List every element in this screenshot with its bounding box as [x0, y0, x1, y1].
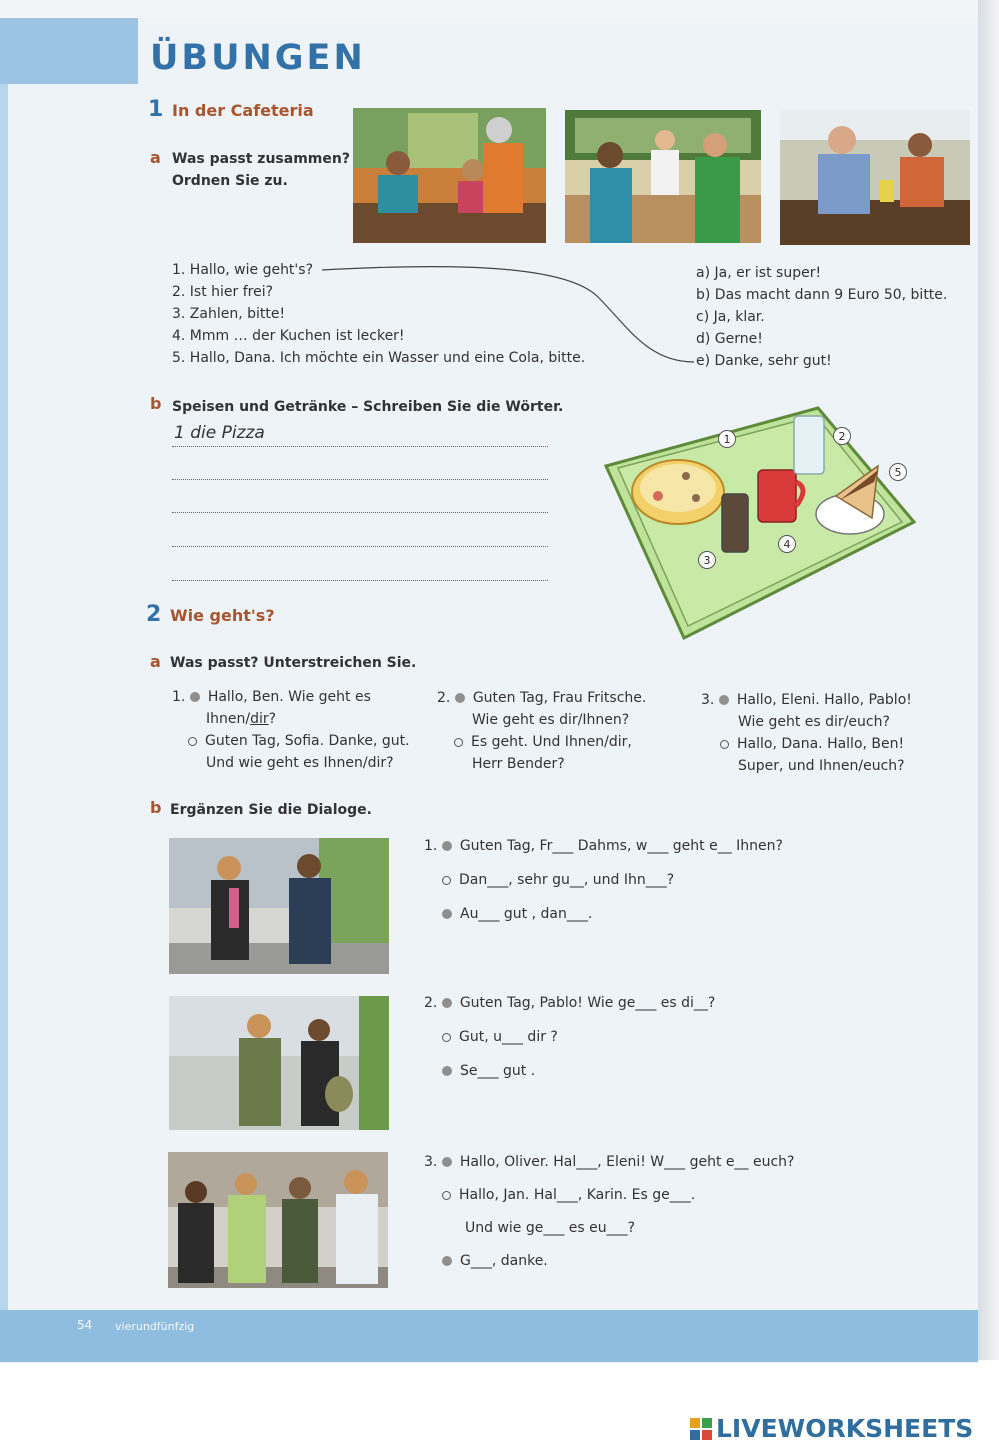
tray-label-2: 2 [833, 427, 851, 445]
cafeteria-photo-counter [565, 110, 761, 243]
speaker-b-ring [188, 737, 197, 746]
cafeteria-photo-table [780, 110, 970, 245]
exercise-2b-instruction: Ergänzen Sie die Dialoge. [170, 802, 372, 818]
matching-left-item: 1. Hallo, wie geht's? [172, 262, 313, 278]
exercise-1a-letter: a [150, 148, 161, 167]
answer-line[interactable] [172, 479, 548, 480]
food-tray-illustration [596, 404, 918, 646]
cafeteria-photo-friends [353, 108, 546, 243]
watermark-text: LIVEWORKSHEETS [716, 1414, 974, 1443]
exercise-1-title: In der Cafeteria [172, 101, 314, 120]
exercise-1a-instruction: Was passt zusammen? Ordnen Sie zu. [172, 151, 350, 189]
dialog-3: 3. Hallo, Oliver. Hal___, Eleni! W___ geht e__ euch? Hallo, Jan. Hal___, Karin. Es ge___. Und wie ge___ es eu___? G___, danke. [424, 1154, 795, 1269]
exercise-1-number: 1 [148, 97, 164, 122]
answer-line[interactable] [172, 512, 548, 513]
page-number-word: vierundfünfzig [115, 1320, 195, 1333]
liveworksheets-watermark [690, 1414, 973, 1443]
page-edge-shadow [978, 0, 999, 1360]
choice-item-1: 1. Hallo, Ben. Wie geht es Ihnen/dir? Guten Tag, Sofia. Danke, gut. Und wie geht es Ihnen/dir? [172, 689, 410, 771]
speaker-a-dot [442, 998, 452, 1008]
matching-right-item: c) Ja, klar. [696, 309, 765, 325]
speaker-b-ring [442, 1033, 451, 1042]
dialog-photo-3 [168, 1152, 388, 1288]
dialog-1: 1. Guten Tag, Fr___ Dahms, w___ geht e__ Ihnen? Dan___, sehr gu__, und Ihn___? Au___ gut , dan___. [424, 838, 783, 922]
answer-line[interactable] [172, 546, 548, 547]
speaker-a-dot [442, 909, 452, 919]
dialog-photo-2 [169, 996, 389, 1130]
speaker-a-dot [442, 1157, 452, 1167]
matching-right-item: a) Ja, er ist super! [696, 265, 822, 281]
exercise-1b-letter: b [150, 394, 162, 413]
choice-item-3: 3. Hallo, Eleni. Hallo, Pablo! Wie geht es dir/euch? Hallo, Dana. Hallo, Ben! Super, und Ihnen/euch? [701, 692, 912, 774]
dialog-photo-1 [169, 838, 389, 974]
speaker-a-dot [719, 695, 729, 705]
liveworksheets-logo-icon [690, 1418, 712, 1440]
matching-left-item: 5. Hallo, Dana. Ich möchte ein Wasser und eine Cola, bitte. [172, 350, 586, 366]
dialog-2: 2. Guten Tag, Pablo! Wie ge___ es di__? Gut, u___ dir ? Se___ gut . [424, 995, 716, 1079]
example-match-line [318, 262, 698, 372]
exercise-2-title: Wie geht's? [170, 606, 275, 625]
exercise-2a-letter: a [150, 652, 161, 671]
speaker-a-dot [442, 1066, 452, 1076]
tray-label-1: 1 [718, 430, 736, 448]
speaker-b-ring [442, 876, 451, 885]
speaker-a-dot [455, 693, 465, 703]
page-number: 54 [77, 1318, 93, 1332]
tray-label-5: 5 [889, 463, 907, 481]
exercise-2b-letter: b [150, 798, 162, 817]
underlined-answer: dir [250, 711, 269, 727]
answer-line[interactable] [172, 446, 548, 447]
matching-left-item: 4. Mmm … der Kuchen ist lecker! [172, 328, 405, 344]
speaker-a-dot [442, 841, 452, 851]
matching-right-list [696, 262, 947, 372]
speaker-b-ring [454, 738, 463, 747]
tray-label-4: 4 [778, 535, 796, 553]
matching-right-item: e) Danke, sehr gut! [696, 353, 832, 369]
exercise-2-number: 2 [146, 602, 162, 627]
matching-right-item: d) Gerne! [696, 331, 763, 347]
exercise-2a-instruction: Was passt? Unterstreichen Sie. [170, 655, 417, 671]
speaker-a-dot [442, 1256, 452, 1266]
header-tab [0, 18, 138, 84]
footer-bar [0, 1310, 978, 1362]
exercise-1b-instruction: Speisen und Getränke – Schreiben Sie die Wörter. [172, 399, 564, 415]
speaker-b-ring [720, 740, 729, 749]
matching-right-item: b) Das macht dann 9 Euro 50, bitte. [696, 287, 948, 303]
page-title: ÜBUNGEN [150, 38, 366, 78]
matching-left-item: 2. Ist hier frei? [172, 284, 274, 300]
choice-item-2: 2. Guten Tag, Frau Fritsche. Wie geht es dir/Ihnen? Es geht. Und Ihnen/dir, Herr Bender? [437, 690, 647, 772]
answer-line[interactable] [172, 580, 548, 581]
matching-left-item: 3. Zahlen, bitte! [172, 306, 286, 322]
side-stripe [0, 84, 8, 1354]
speaker-a-dot [190, 692, 200, 702]
example-answer: 1 die Pizza [174, 423, 265, 443]
tray-label-3: 3 [698, 551, 716, 569]
speaker-b-ring [442, 1191, 451, 1200]
